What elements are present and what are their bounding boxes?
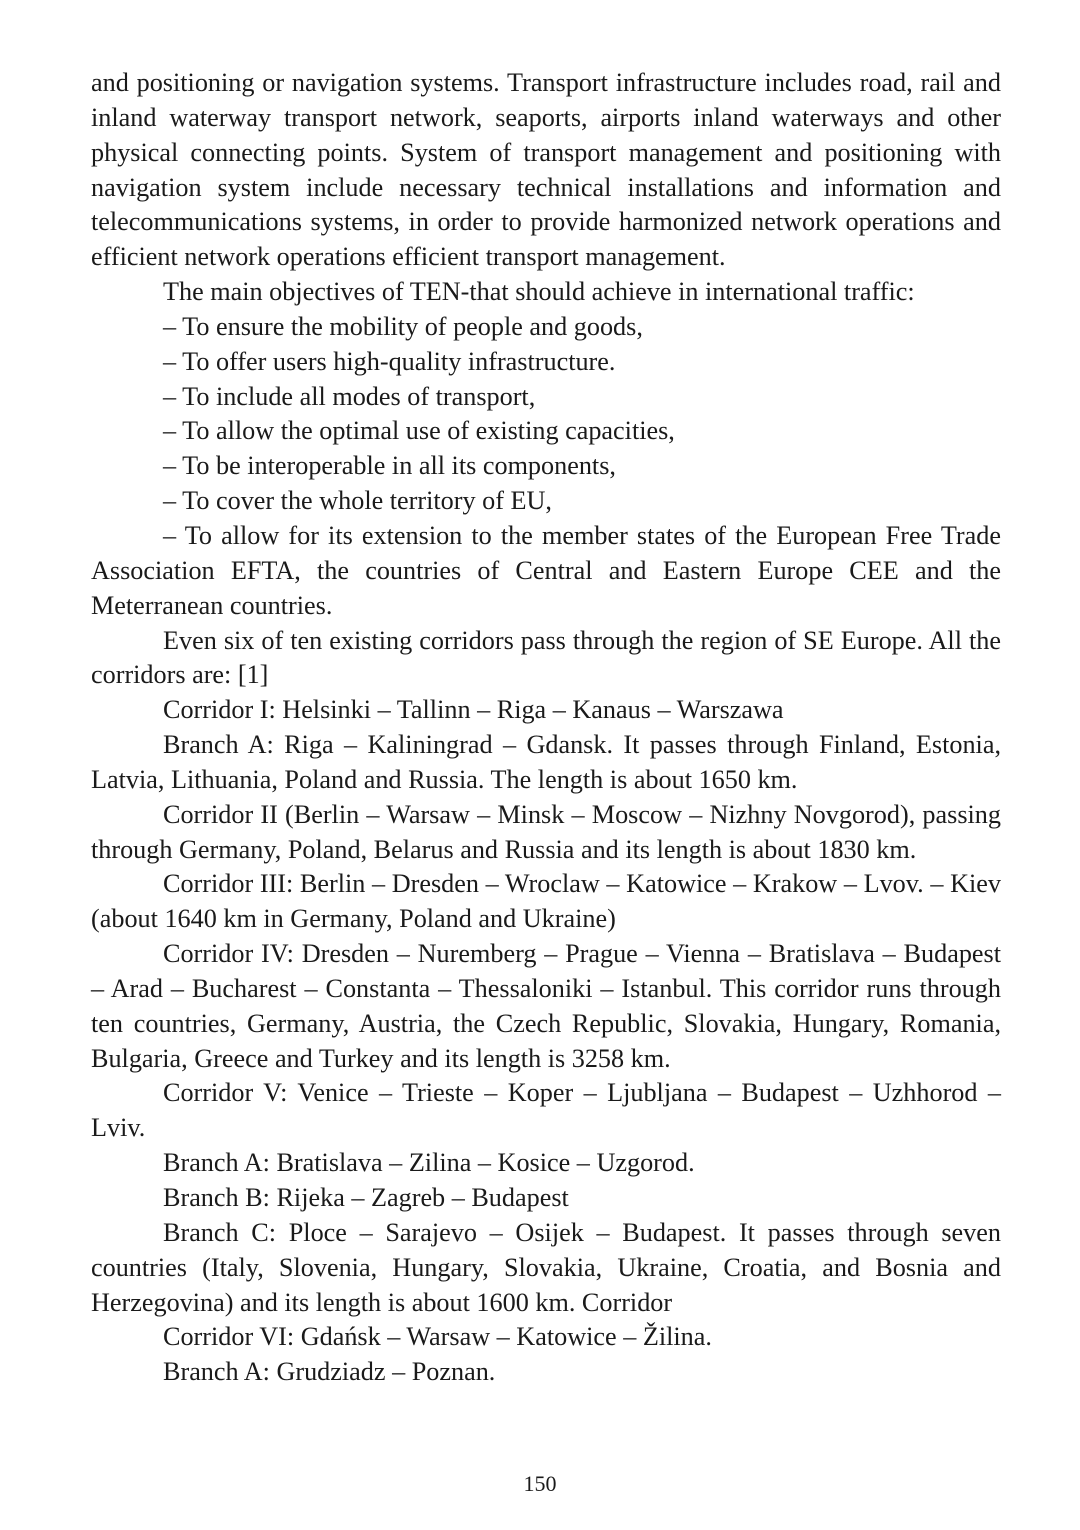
paragraph-corridors-intro: Even six of ten existing corridors pass through the region of SE Europe. All the corridors are: [1]: [91, 625, 1001, 690]
paragraph-branch: Branch A: Grudziadz – Poznan.: [163, 1357, 496, 1387]
paragraph-corridor: Corridor I: Helsinki – Tallinn – Riga – Kanaus – Warszawa: [163, 695, 784, 725]
list-item-objective: – To be interoperable in all its components,: [163, 451, 616, 481]
list-item-objective: – To allow for its extension to the member states of the European Free Trade Association EFTA, the countries of Central and Eastern Europe CEE and the Meterranean countries.: [91, 520, 1001, 620]
paragraph-intro: and positioning or navigation systems. Transport infrastructure includes road, rail and inland waterway transport network, seaports, airports inland waterways and other physical connecting points. System of transport management and positioning with navigation system include necessary technical installations and information and telecommunications systems, in order to provide harmonized network operations and efficient network operations efficient transport management.: [91, 68, 1001, 272]
list-item-objective: – To offer users high-quality infrastructure.: [163, 346, 616, 376]
list-item-objective: – To include all modes of transport,: [163, 381, 536, 411]
paragraph-corridor: Corridor IV: Dresden – Nuremberg – Prague – Vienna – Bratislava – Budapest – Arad – Bucharest – Constanta – Thessaloniki – Istanbul. This corridor runs through ten countries, Germany, Austria, the Czech Republic, Slovakia, Hungary, Romania, Bulgaria, Greece and Turkey and its length is 3258 km.: [91, 939, 1001, 1073]
list-item-objective: – To allow the optimal use of existing capacities,: [163, 416, 675, 446]
paragraph-corridor: Corridor III: Berlin – Dresden – Wroclaw – Katowice – Krakow – Lvov. – Kiev (about 1640 km in Germany, Poland and Ukraine): [91, 869, 1001, 934]
page-body: [91, 66, 1001, 1390]
paragraph-branch: Branch A: Bratislava – Zilina – Kosice – Uzgorod.: [163, 1148, 695, 1178]
list-item-objective: – To cover the whole territory of EU,: [163, 486, 552, 516]
paragraph-branch: Branch A: Riga – Kaliningrad – Gdansk. It passes through Finland, Estonia, Latvia, Lithuania, Poland and Russia. The length is about 1650 km.: [91, 730, 1001, 794]
page-number: 150: [523, 1471, 557, 1496]
paragraph-branch: Branch C: Ploce – Sarajevo – Osijek – Budapest. It passes through seven countries (Italy, Slovenia, Hungary, Slovakia, Ukraine, Croatia, and Bosnia and Herzegovina) and its length is about 1600 km. Corridor: [91, 1217, 1001, 1317]
paragraph-branch: Branch B: Rijeka – Zagreb – Budapest: [163, 1183, 569, 1212]
paragraph-corridor: Corridor II (Berlin – Warsaw – Minsk – Moscow – Nizhny Novgorod), passing through Germany, Poland, Belarus and Russia and its length is about 1830 km.: [91, 799, 1001, 864]
list-item-objective: – To ensure the mobility of people and goods,: [163, 311, 643, 341]
paragraph-corridor: Corridor V: Venice – Trieste – Koper – Ljubljana – Budapest – Uzhhorod – Lviv.: [91, 1078, 1001, 1143]
paragraph-objectives-heading: The main objectives of TEN-that should achieve in international traffic:: [163, 277, 915, 307]
paragraph-corridor: Corridor VI: Gdańsk – Warsaw – Katowice – Žilina.: [163, 1322, 712, 1352]
